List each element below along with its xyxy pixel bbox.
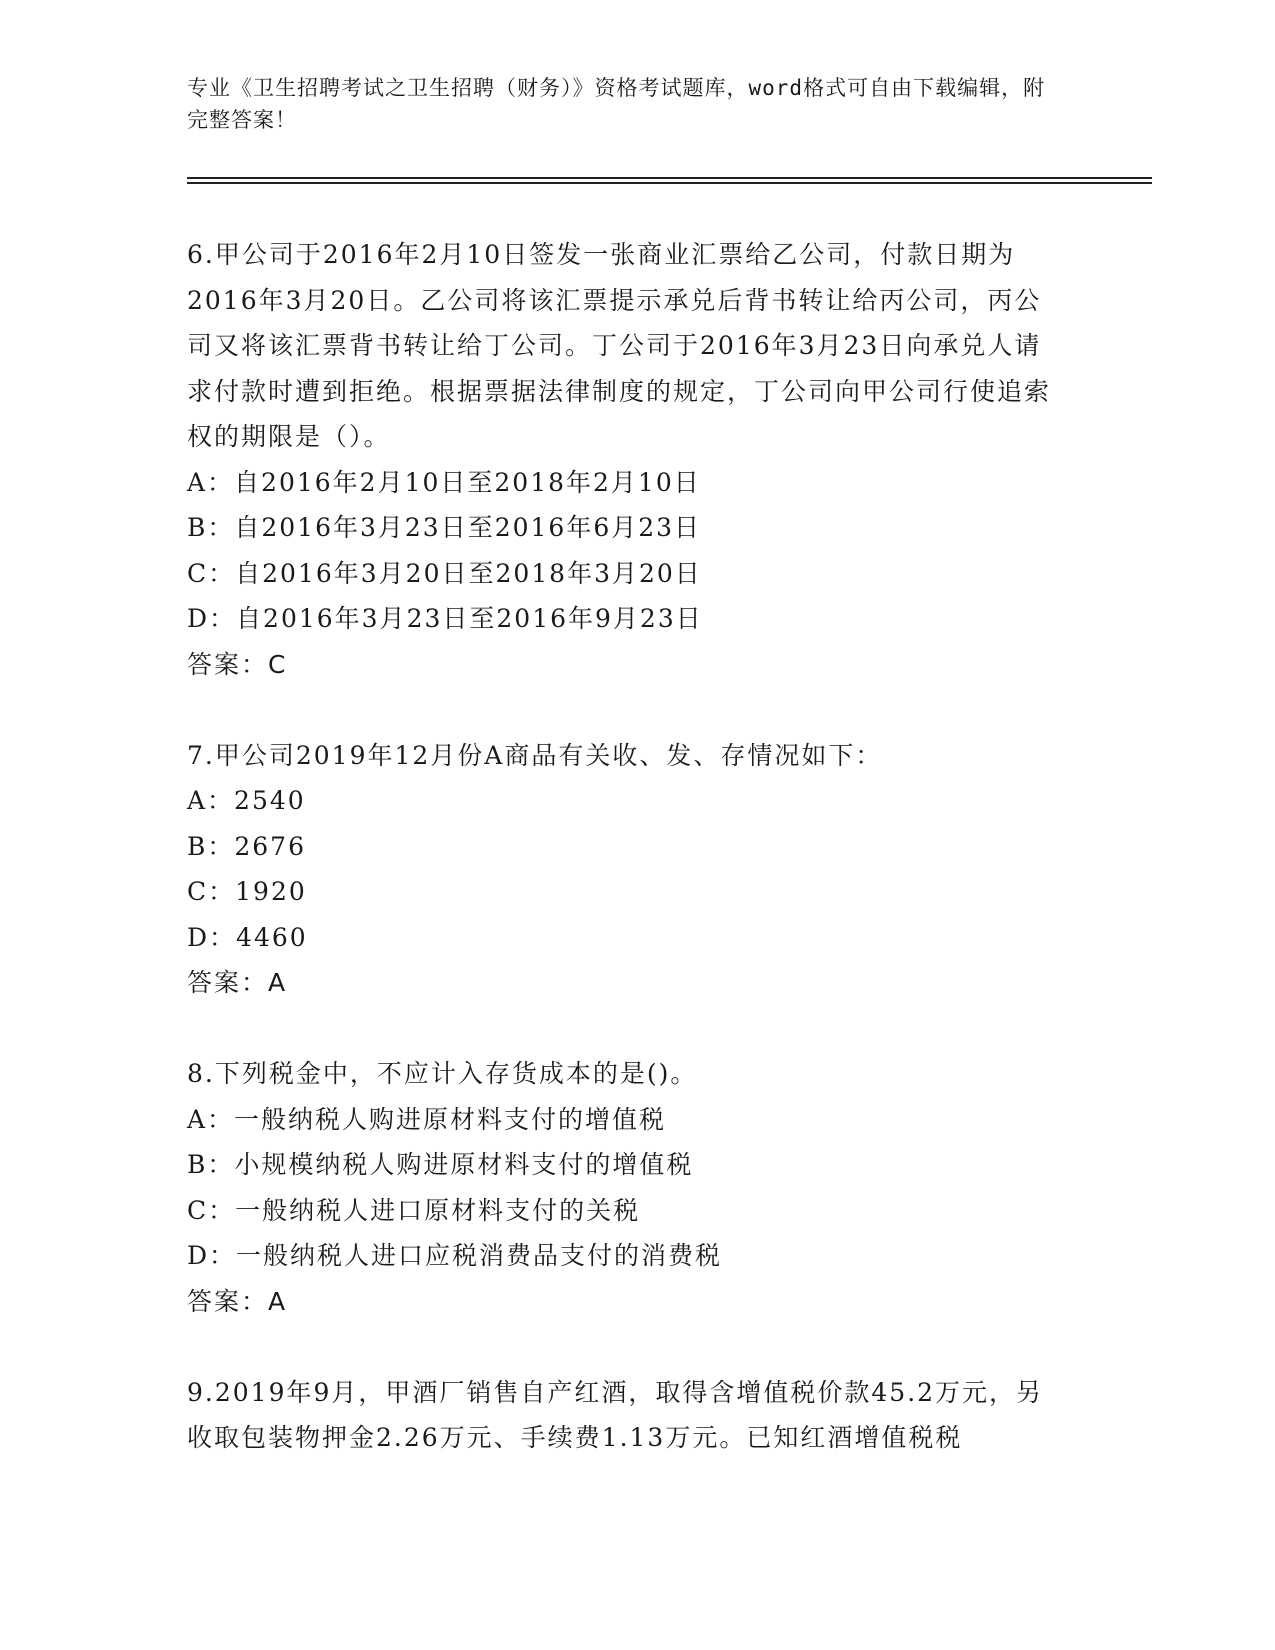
- document-header: 专业《卫生招聘考试之卫生招聘（财务）》资格考试题库，word格式可自由下载编辑，附完整答案！: [187, 76, 1046, 132]
- option-d: D：一般纳税人进口应税消费品支付的消费税: [187, 1241, 723, 1270]
- option-c: C：一般纳税人进口原材料支付的关税: [187, 1195, 641, 1225]
- question-stem: 6.甲公司于2016年2月10日签发一张商业汇票给乙公司，付款日期为2016年3月20日。乙公司将该汇票提示承兑后背书转让给丙公司，丙公司又将该汇票背书转让给丁公司。丁公司于2016年3月23日向承兑人请求付款时遭到拒绝。根据票据法律制度的规定，丁公司向甲公司行使追索权的期限是（）。: [187, 240, 1052, 451]
- question-stem: 8.下列税金中，不应计入存货成本的是()。: [187, 1059, 698, 1088]
- option-a: A：一般纳税人购进原材料支付的增值税: [187, 1104, 667, 1134]
- option-a: A：自2016年2月10日至2018年2月10日: [187, 467, 701, 497]
- option-c: C：1920: [187, 877, 307, 906]
- question-8: [187, 1051, 1067, 1324]
- answer: 答案：C: [187, 649, 288, 679]
- question-stem: 7.甲公司2019年12月份A商品有关收、发、存情况如下：: [187, 740, 883, 770]
- option-b: B：小规模纳税人购进原材料支付的增值税: [187, 1150, 694, 1179]
- option-d: D：4460: [187, 922, 308, 952]
- answer: 答案：A: [187, 968, 288, 997]
- option-b: B：自2016年3月23日至2016年6月23日: [187, 513, 702, 542]
- question-7: [187, 733, 1067, 1006]
- header-divider-bottom: [187, 182, 1152, 184]
- option-d: D：自2016年3月23日至2016年9月23日: [187, 604, 703, 633]
- question-list: [187, 232, 1067, 1461]
- option-a: A：2540: [187, 786, 306, 815]
- option-c: C：自2016年3月20日至2018年3月20日: [187, 558, 702, 588]
- question-stem: 9.2019年9月，甲酒厂销售自产红酒，取得含增值税价款45.2万元，另收取包装物押金2.26万元、手续费1.13万元。已知红酒增值税税: [187, 1377, 1044, 1452]
- header-divider-top: [187, 177, 1152, 179]
- question-6: [187, 232, 1067, 687]
- answer: 答案：A: [187, 1286, 288, 1316]
- question-9: [187, 1370, 1067, 1461]
- option-b: B：2676: [187, 831, 306, 861]
